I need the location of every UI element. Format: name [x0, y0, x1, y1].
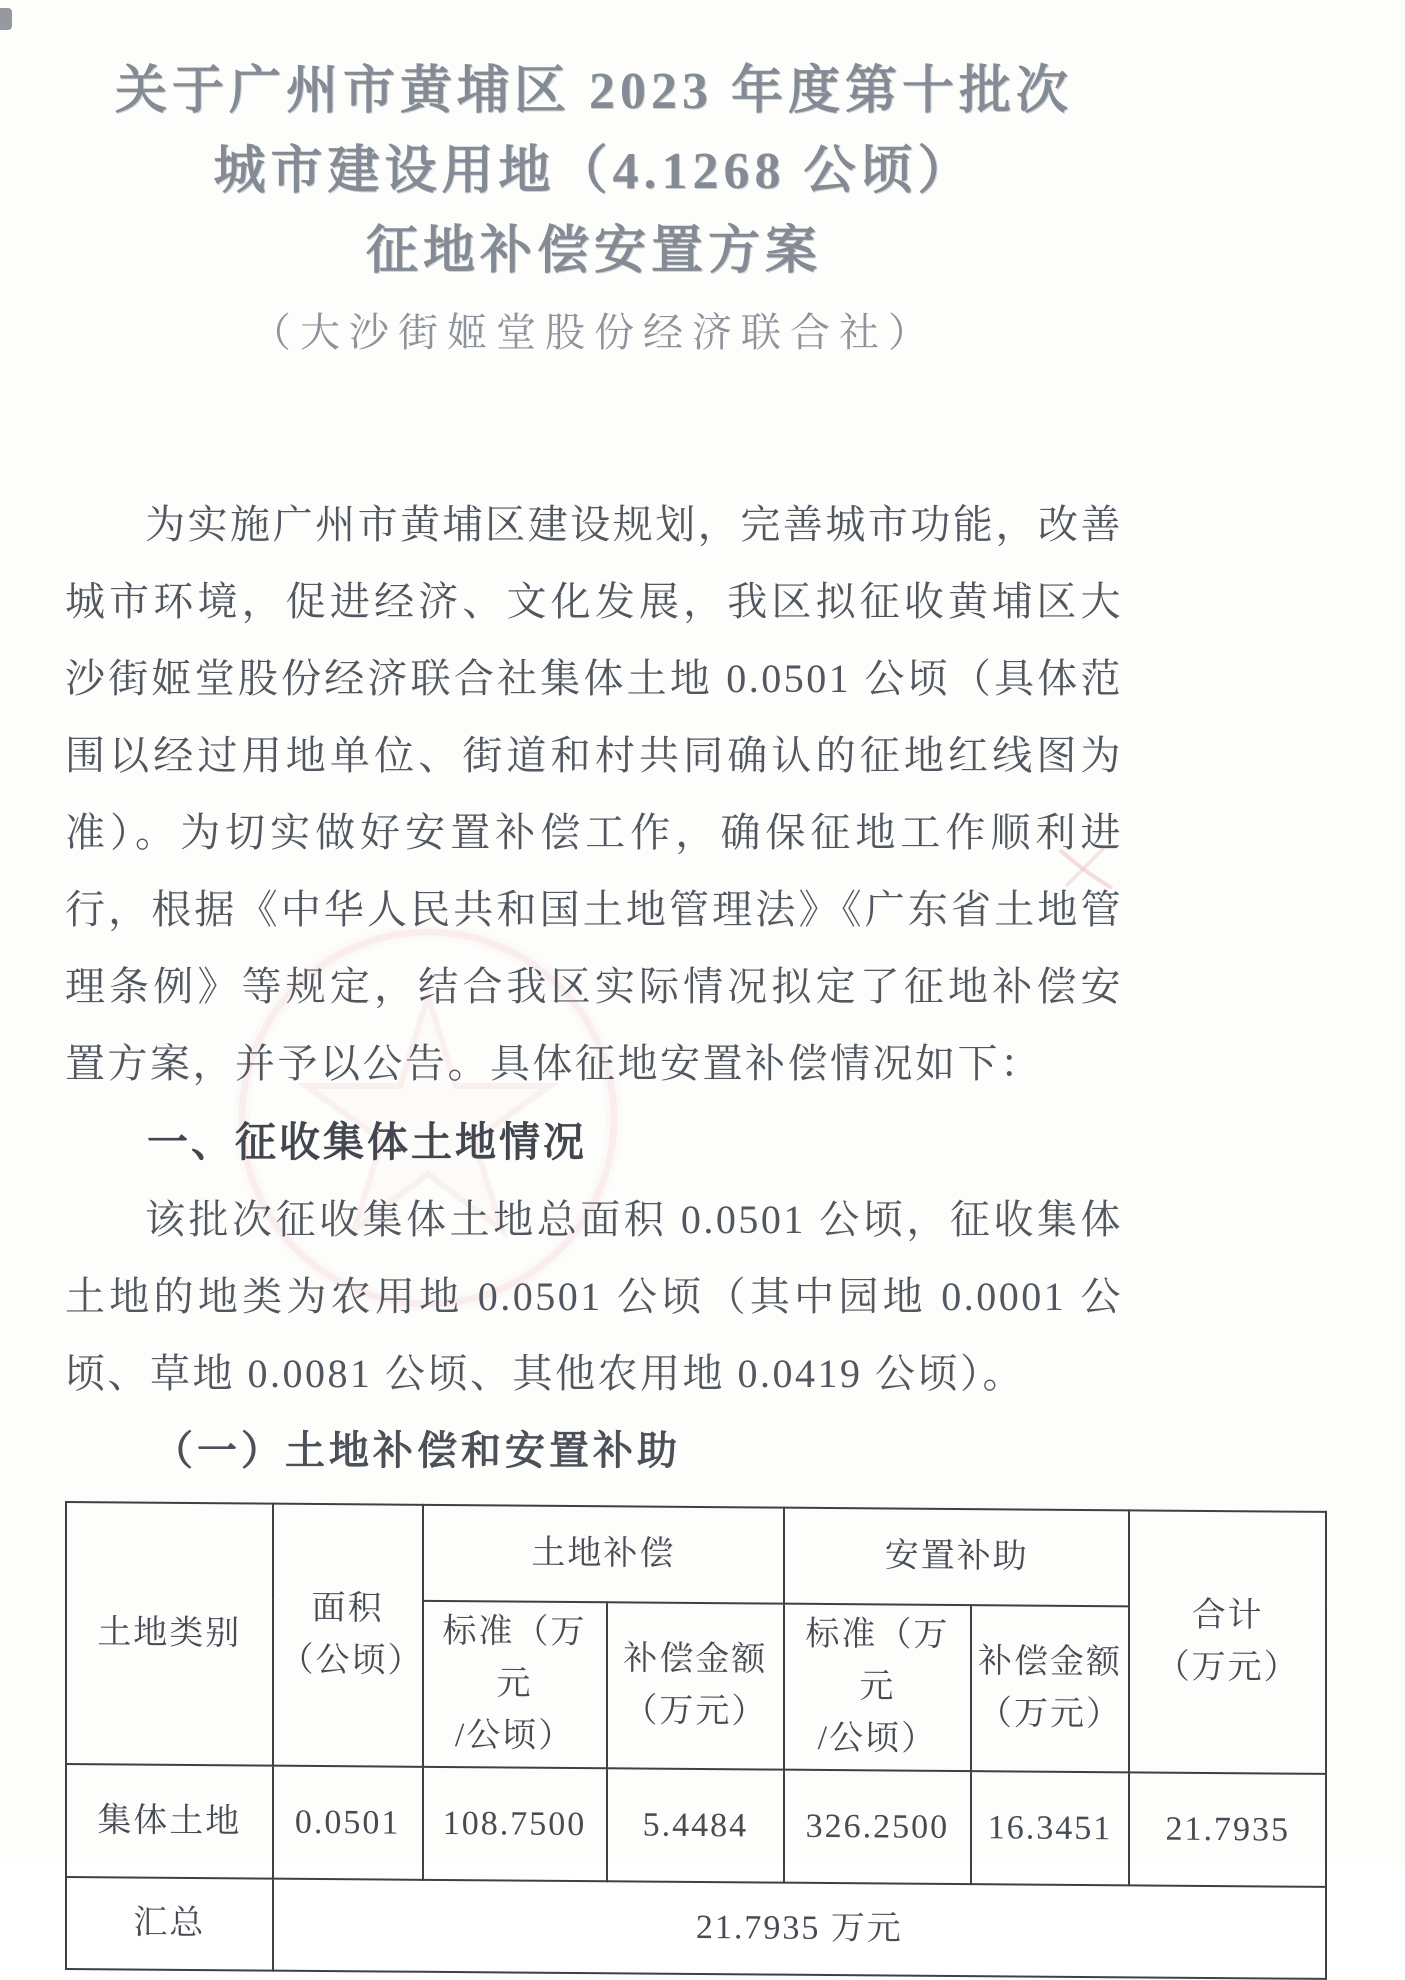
cell-area: 0.0501: [273, 1766, 423, 1880]
header-group-land-compensation: 土地补偿: [423, 1505, 785, 1604]
header-total-line1: 合计: [1191, 1596, 1264, 1635]
title-line-2: 城市建设用地（4.1268 公顷）: [213, 143, 975, 200]
header-land-standard-line1: 标准（万元: [442, 1612, 587, 1703]
cell-land-amount: 5.4484: [607, 1768, 785, 1882]
header-land-standard: [423, 1601, 607, 1768]
cell-resettle-standard: 326.2500: [784, 1770, 970, 1884]
header-resettle-amount: [971, 1605, 1130, 1772]
cell-summary-value: 21.7935 万元: [273, 1879, 1326, 1979]
header-resettle-amount-line2: （万元）: [978, 1695, 1123, 1734]
header-total: [1129, 1510, 1326, 1774]
header-land-amount-line2: （万元）: [623, 1692, 768, 1731]
header-area: [273, 1504, 423, 1767]
intro-paragraph: 为实施广州市黄埔区建设规划，完善城市功能，改善城市环境，促进经济、文化发展，我区拟征收黄埔区大沙街姬堂股份经济联合社集体土地 0.0501 公顷（具体范围以经过用地单位、街道和村共同确认的征地红线图为准）。为切实做好安置补偿工作，确保征地工作顺利进行，根据《中华人民共和国土地管理法》《广东省土地管理条例》等规定，结合我区实际情况拟定了征地补偿安置方案，并予以公告。具体征地安置补偿情况如下：: [65, 502, 1123, 1086]
section-1-heading: 一、征收集体土地情况: [147, 1119, 587, 1165]
cell-land-standard: 108.7500: [423, 1767, 607, 1881]
title-line-1: 关于广州市黄埔区 2023 年度第十批次: [114, 63, 1073, 120]
document-title: [65, 52, 1123, 292]
text-column: [65, 52, 1123, 1489]
header-resettle-amount-line1: 补偿金额: [978, 1643, 1123, 1682]
header-total-line2: （万元）: [1155, 1648, 1300, 1687]
subsection-1-heading: （一）土地补偿和安置补助: [153, 1428, 681, 1473]
compensation-table-wrap: [65, 1501, 1327, 1980]
cell-resettle-amount: 16.3451: [971, 1771, 1130, 1885]
header-area-line1: 面积: [311, 1589, 384, 1628]
header-group-resettlement: 安置补助: [784, 1508, 1129, 1607]
header-land-type: 土地类别: [66, 1502, 273, 1766]
header-resettle-standard-line2: /公顷）: [817, 1719, 938, 1758]
table-summary-row: [66, 1877, 1326, 1979]
document-subtitle: （大沙街姬堂股份经济联合社）: [251, 310, 937, 355]
header-land-amount: [607, 1602, 785, 1769]
cell-land-type: 集体土地: [66, 1764, 273, 1879]
header-area-line2: （公顷）: [279, 1641, 424, 1680]
cell-summary-label: 汇总: [66, 1877, 273, 1971]
cell-total: 21.7935: [1129, 1772, 1326, 1887]
table-header-row-1: [66, 1502, 1326, 1608]
header-land-amount-line1: 补偿金额: [623, 1640, 768, 1679]
table-row: [66, 1764, 1326, 1887]
header-resettle-standard: [784, 1604, 970, 1771]
land-area-paragraph: 该批次征收集体土地总面积 0.0501 公顷，征收集体土地的地类为农用地 0.0501 公顷（其中园地 0.0001 公顷、草地 0.0081 公顷、其他农用地 0.0419 公顷）。: [65, 1197, 1123, 1396]
compensation-table: [65, 1501, 1327, 1980]
header-resettle-standard-line1: 标准（万元: [805, 1615, 950, 1706]
scan-edge-smudge: [0, 8, 12, 30]
title-line-3: 征地补偿安置方案: [365, 223, 822, 280]
header-land-standard-line2: /公顷）: [454, 1717, 575, 1755]
